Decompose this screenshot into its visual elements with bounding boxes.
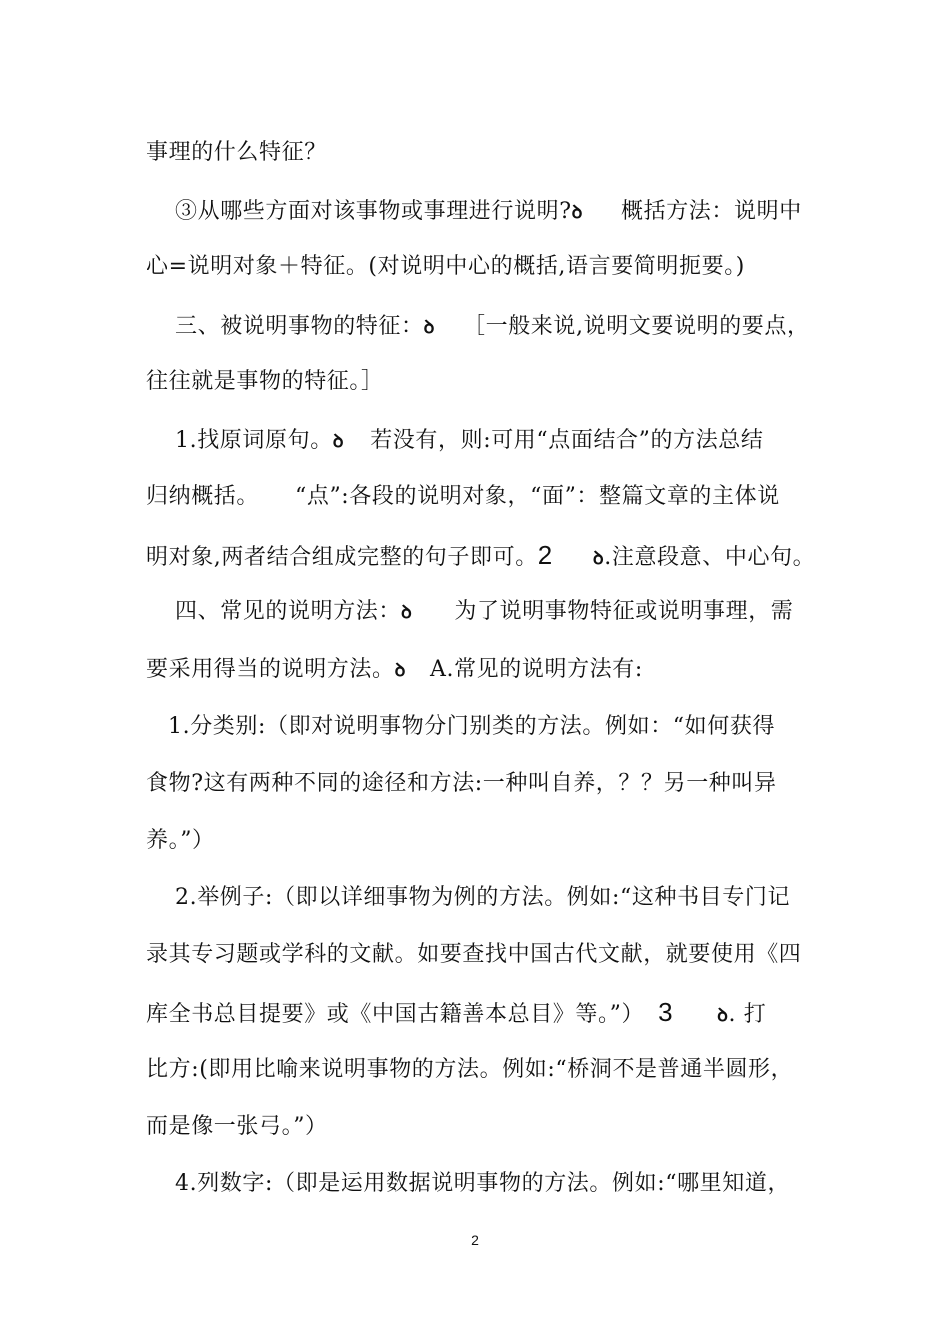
text-line-17: 比方:(即用比喻来说明事物的方法。例如:“桥洞不是普通半圆形，	[146, 1057, 794, 1082]
bullet-glyph-icon: ꝺ	[592, 548, 605, 569]
text-line-16: 库全书总目提要》或《中国古籍善本总目》等。”） 3 ꝺ. 打	[146, 997, 810, 1031]
text-line-14: 2.举例子:（即以详细事物为例的方法。例如:“这种书目专门记	[175, 885, 791, 910]
bullet-glyph-icon: ꝺ	[717, 1005, 729, 1026]
text-line-3: 心=说明对象＋特征。(对说明中心的概括,语言要简明扼要。)	[146, 254, 745, 279]
text-line-12: 食物?这有两种不同的途径和方法:一种叫自养，？？另一种叫异	[146, 771, 777, 796]
bullet-glyph-icon: ꝺ	[332, 431, 345, 452]
text-line-15: 录其专习题或学科的文献。如要查找中国古代文献，就要使用《四	[146, 942, 802, 967]
text-line-11: 1.分类别:（即对说明事物分门别类的方法。例如：“如何获得	[168, 714, 776, 739]
bullet-glyph-icon: ꝺ	[423, 317, 435, 338]
text-line-10: 要采用得当的说明方法。ꝺ A.常见的说明方法有:	[146, 655, 810, 686]
bullet-glyph-icon: ꝺ	[394, 660, 406, 681]
page-number: 2	[471, 1232, 479, 1248]
text-line-1: 事理的什么特征？	[146, 140, 327, 165]
text-line-9: 四、常见的说明方法：ꝺ 为了说明事物特征或说明事理，需	[175, 597, 810, 628]
text-line-7: 归纳概括。 “点”:各段的说明对象，“面”：整篇文章的主体说	[146, 484, 780, 509]
text-line-6: 1.找原词原句。ꝺ 若没有，则:可用“点面结合”的方法总结	[175, 426, 810, 457]
bullet-glyph-icon: ꝺ	[571, 202, 583, 223]
text-line-13: 养。”）	[146, 828, 215, 853]
text-line-4: 三、被说明事物的特征：ꝺ ［一般来说,说明文要说明的要点，	[175, 312, 810, 343]
text-line-5: 往往就是事物的特征。］	[146, 369, 384, 394]
text-line-2: ③从哪些方面对该事物或事理进行说明?ꝺ 概括方法：说明中	[175, 197, 810, 228]
text-line-8: 明对象,两者结合组成完整的句子即可。2 ꝺ.注意段意、中心句。	[146, 540, 810, 574]
text-line-19: 4.列数字:（即是运用数据说明事物的方法。例如:“哪里知道，	[175, 1171, 791, 1196]
text-line-18: 而是像一张弓。”）	[146, 1114, 328, 1139]
bullet-glyph-icon: ꝺ	[401, 602, 413, 623]
